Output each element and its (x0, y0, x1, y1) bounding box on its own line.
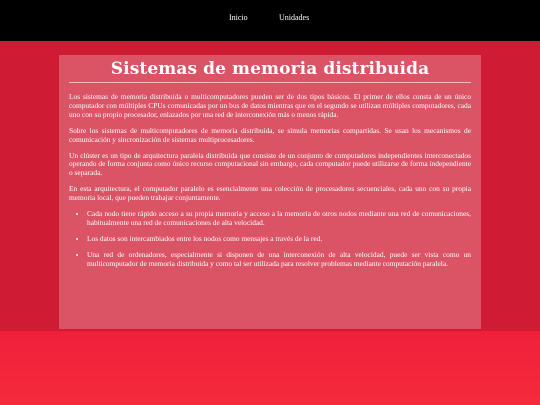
top-navigation-bar (0, 0, 540, 41)
bullet-list (69, 210, 471, 269)
article-card (59, 55, 481, 329)
article-title: Sistemas de memoria distribuida (110, 59, 430, 79)
bullet-item: • Cada nodo tiene rápido acceso a su propia memoria y acceso a la memoria de otros nodos mediante una red de comunicaciones, habitualmente una red de comunicaciones de alta velocidad. (87, 210, 471, 228)
footer-gradient (0, 331, 540, 405)
bullet-item: • Una red de ordenadores, especialmente si disponen de una interconexión de alta velocidad, puede ser vista como un multicomputador de memoria distribuida y como tal ser utilizada para resolver problemas mediante computación paralela. (87, 251, 471, 269)
nav-link-inicio[interactable]: Inicio (229, 13, 248, 22)
article-paragraph: Sobre los sistemas de multicomputadores de memoria distribuida, se simula memorias compartidas. Se usan los mecanismos de comunicación y sincronización de sistemas multiprocesadores. (69, 125, 471, 144)
title-divider (69, 82, 471, 83)
bullet-item: • Los datos son intercambiados entre los nodos como mensajes a través de la red. (87, 235, 471, 244)
article-paragraph: Los sistemas de memoria distribuida o multicomputadores pueden ser de dos tipos básicos. El primer de ellos consta de un único computador con múltiples CPUs comunicadas por un bus de datos mientras que en el segundo se utilizan múltiples computadores, cada uno con su propio procesador, enlazados por una red de interconexión más o menos rápida. (69, 92, 471, 119)
article-paragraph: En esta arquitectura, el computador paralelo es esencialmente una colección de procesadores secuenciales, cada uno con su propia memoria local, que pueden trabajar conjuntamente. (69, 184, 471, 203)
nav-link-unidades[interactable]: Unidades (279, 13, 310, 22)
article-paragraph: Un clúster es un tipo de arquitectura paralela distribuida que consiste de un conjunto de computadores independientes interconectados operando de forma conjunta como único recurso computacional sin embargo, cada computador puede utilizarse de forma independiente o separada. (69, 150, 471, 178)
